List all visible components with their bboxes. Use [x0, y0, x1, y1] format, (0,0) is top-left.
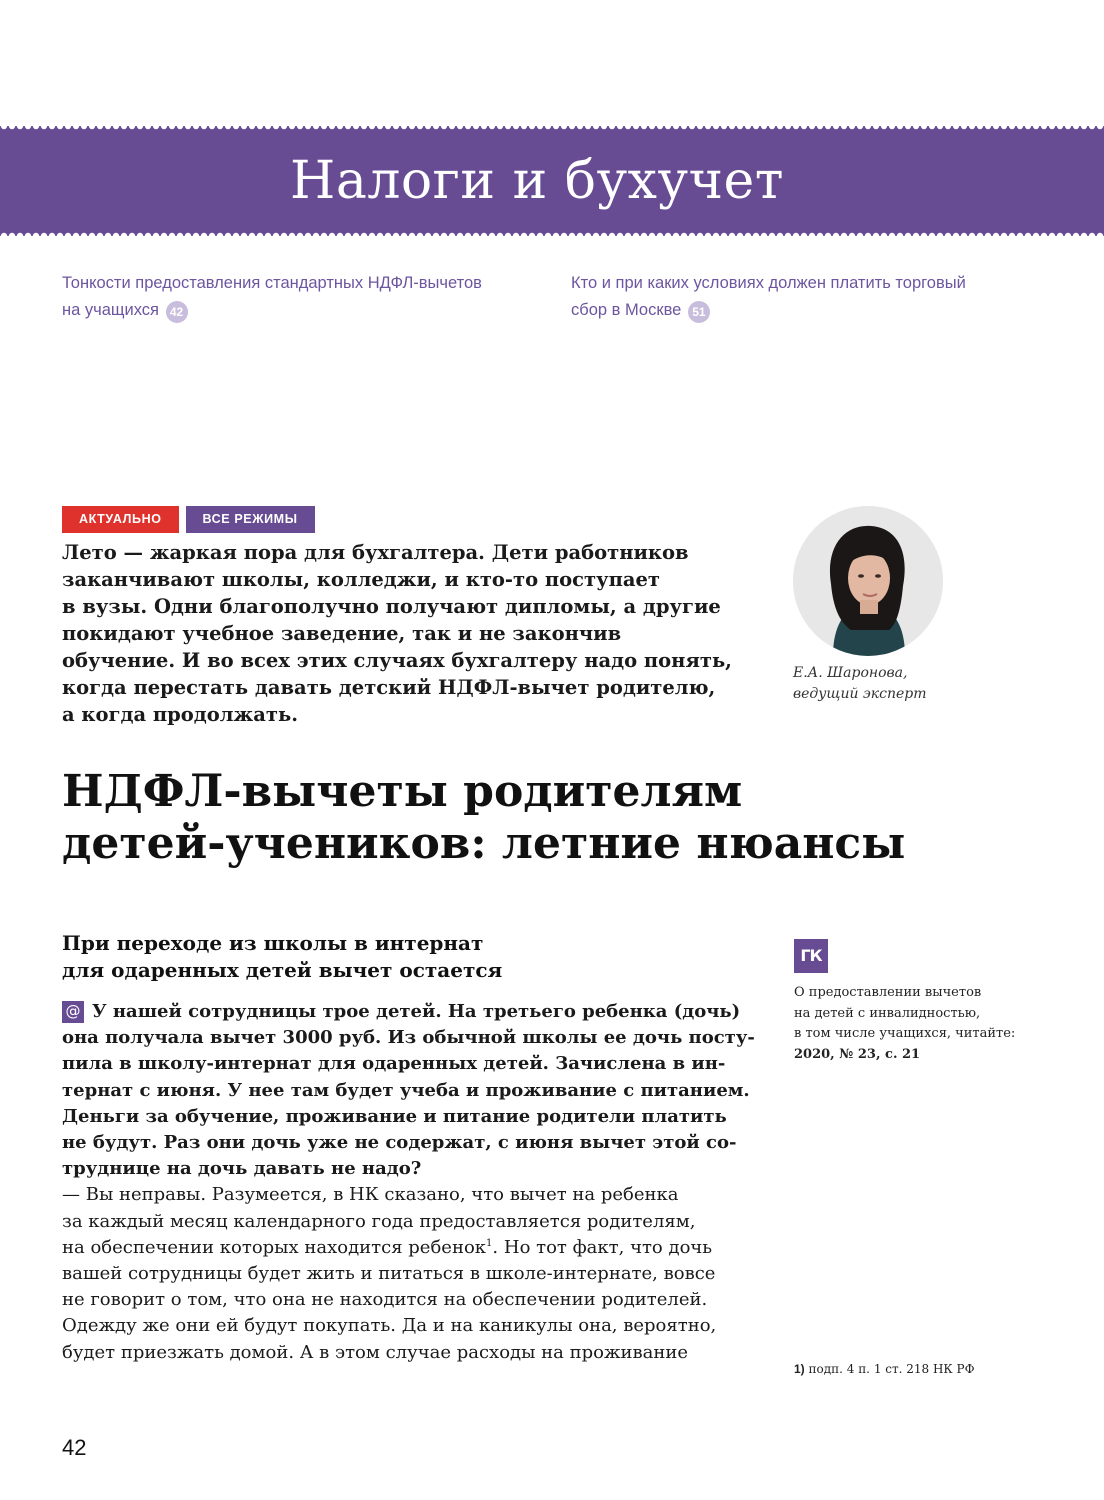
subhead-line: для одаренных детей вычет остается: [62, 958, 503, 982]
author-portrait: [793, 506, 943, 656]
answer-line: Одежду же они ей будут покупать. Да и на каникулы она, вероятно,: [62, 1315, 717, 1337]
answer-text: . Но тот факт, что дочь: [492, 1236, 713, 1258]
answer-line: вашей сотрудницы будет жить и питаться в школе-интернате, вовсе: [62, 1263, 716, 1285]
answer-line: не говорит о том, что она не находится на обеспечении родителей.: [62, 1289, 708, 1311]
page-badge: 42: [166, 301, 188, 323]
lead-paragraph: [62, 539, 762, 728]
question-text: У нашей сотрудницы трое детей. На третьего ребенка (дочь): [92, 1001, 741, 1022]
author-name: Е.А. Шаронова,: [793, 665, 908, 681]
teaser-line: на учащихся: [62, 301, 159, 319]
section-title: Налоги и бухучет: [289, 151, 785, 211]
article-body: [62, 999, 755, 1366]
teaser-link[interactable]: [62, 270, 502, 324]
side-note-reference: 2020, № 23, с. 21: [794, 1046, 921, 1062]
article-headline: [62, 766, 1062, 870]
footnote-ref[interactable]: 1: [486, 1237, 493, 1249]
footnote: [794, 1361, 975, 1377]
author-caption: [793, 663, 927, 705]
answer-line: [62, 1235, 742, 1261]
footnote-number: 1): [794, 1362, 805, 1376]
lead-line: заканчивают школы, колледжи, и кто-то поступает: [62, 568, 661, 591]
question-line: тернат с июня. У нее там будет учеба и проживание с питанием.: [62, 1079, 750, 1101]
question-line: пила в школу-интернат для одаренных детей. Зачислена в ин-: [62, 1053, 726, 1075]
side-note-line: О предоставлении вычетов: [794, 985, 982, 1000]
answer-line: за каждый месяц календарного года предоставляется родителям,: [62, 1210, 696, 1232]
page-number: 42: [62, 1435, 87, 1460]
side-note: [794, 983, 1024, 1065]
teaser-line: Кто и при каких условиях должен платить торговый: [571, 274, 966, 292]
question-line: Деньги за обучение, проживание и питание родители платить: [62, 1105, 727, 1127]
page-badge: 51: [688, 301, 710, 323]
footnote-text: подп. 4 п. 1 ст. 218 НК РФ: [808, 1362, 975, 1376]
at-sign-icon: @: [62, 1001, 84, 1023]
section-banner: [0, 126, 1104, 236]
teaser-line: Тонкости предоставления стандартных НДФЛ-вычетов: [62, 274, 482, 292]
banner-scallop-top: [0, 126, 1104, 132]
author-photo: [793, 506, 943, 656]
subhead-line: При переходе из школы в интернат: [62, 931, 484, 955]
question-line: она получала вычет 3000 руб. Из обычной школы ее дочь посту-: [62, 1027, 755, 1049]
lead-line: когда перестать давать детский НДФЛ-вычет родителю,: [62, 676, 716, 699]
tag-list: [62, 506, 315, 533]
lead-line: обучение. И во всех этих случаях бухгалтеру надо понять,: [62, 649, 732, 672]
tag-all-regimes: ВСЕ РЕЖИМЫ: [186, 506, 315, 533]
side-note-line: на детей с инвалидностью,: [794, 1005, 981, 1021]
answer-line: — Вы неправы. Разумеется, в НК сказано, что вычет на ребенка: [62, 1184, 679, 1206]
question-line: не будут. Раз они дочь уже не содержат, с июня вычет этой со-: [62, 1132, 737, 1154]
headline-line: детей-учеников: летние нюансы: [62, 818, 906, 869]
gk-logo-icon: ГК: [794, 939, 828, 973]
side-note-line: в том числе учащихся, читайте:: [794, 1026, 1016, 1041]
lead-line: Лето — жаркая пора для бухгалтера. Дети работников: [62, 541, 689, 564]
tag-actual: АКТУАЛЬНО: [62, 506, 179, 533]
answer-text: на обеспечении которых находится ребенок: [62, 1236, 487, 1258]
author-role: ведущий эксперт: [793, 686, 927, 702]
lead-line: покидают учебное заведение, так и не закончив: [62, 622, 622, 645]
answer-line: будет приезжать домой. А в этом случае расходы на проживание: [62, 1341, 689, 1363]
lead-line: в вузы. Одни благополучно получают дипломы, а другие: [62, 595, 721, 618]
teaser-line: сбор в Москве: [571, 301, 682, 319]
question-line: [62, 999, 742, 1025]
lead-line: а когда продолжать.: [62, 703, 298, 726]
article-subheading: [62, 930, 762, 984]
banner-scallop-bottom: [0, 230, 1104, 236]
headline-line: НДФЛ-вычеты родителям: [62, 766, 743, 817]
question-line: труднице на дочь давать не надо?: [62, 1158, 422, 1180]
teaser-link[interactable]: [571, 270, 1011, 324]
